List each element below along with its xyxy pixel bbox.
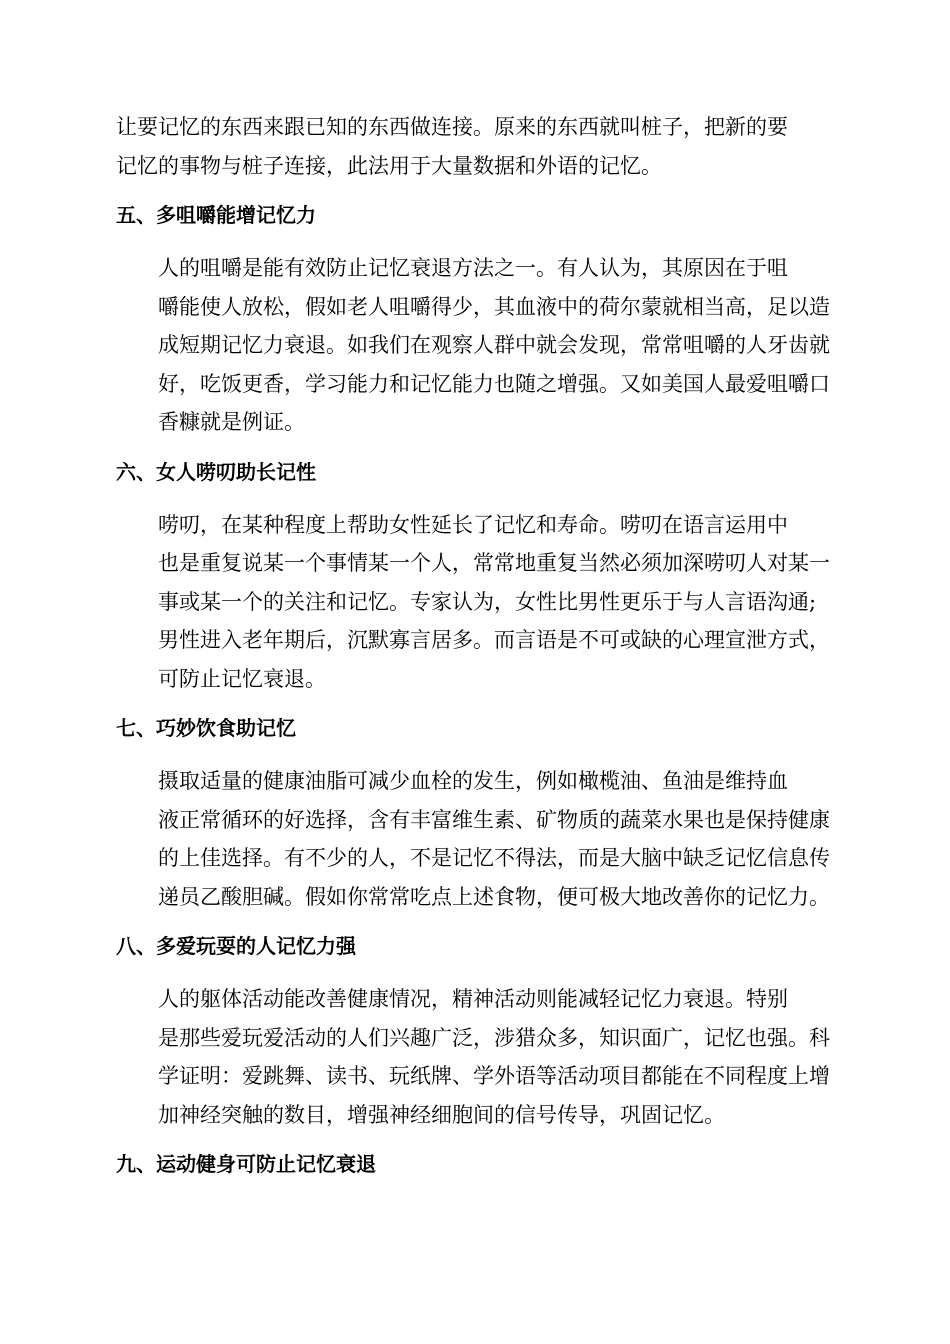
- section-heading-6: 六、女人唠叨助长记性: [116, 459, 316, 484]
- section-paragraph-5: [116, 249, 834, 442]
- text-line: 成短期记忆力衰退。如我们在观察人群中就会发现，常常咀嚼的人牙齿就: [158, 333, 830, 357]
- text-line: 让要记忆的东西来跟已知的东西做连接。原来的东西就叫桩子，把新的要: [116, 115, 788, 139]
- section-heading-9: 九、运动健身可防止记忆衰退: [116, 1152, 376, 1176]
- text-line: 学证明：爱跳舞、读书、玩纸牌、学外语等活动项目都能在不同程度上增: [158, 1064, 830, 1088]
- intro-paragraph: [116, 108, 834, 185]
- text-line: 香糠就是例证。: [158, 410, 305, 434]
- text-line: 人的躯体活动能改善健康情况，精神活动则能减轻记忆力衰退。特别: [158, 987, 788, 1011]
- text-line: 记忆的事物与桩子连接，此法用于大量数据和外语的记忆。: [116, 153, 662, 178]
- text-line: 男性进入老年期后，沉默寡言居多。而言语是不可或缺的心理宣泄方式，: [158, 628, 830, 652]
- section-paragraph-7: [116, 762, 834, 916]
- text-line: 是那些爱玩爱活动的人们兴趣广泛，涉猎众多，知识面广，记忆也强。科: [158, 1025, 830, 1050]
- text-line: 摄取适量的健康油脂可减少血栓的发生，例如橄榄油、鱼油是维持血: [158, 769, 788, 793]
- section-heading-5: 五、多咀嚼能增记忆力: [116, 203, 316, 227]
- text-line: 事或某一个的关注和记忆。专家认为，女性比男性更乐于与人言语沟通;: [158, 589, 817, 614]
- section-paragraph-6: [116, 506, 834, 699]
- text-line: 也是重复说某一个事情某一个人，常常地重复当然必须加深唠叨人对某一: [158, 551, 830, 575]
- text-line: 的上佳选择。有不少的人，不是记忆不得法，而是大脑中缺乏记忆信息传: [158, 846, 830, 870]
- text-line: 递员乙酸胆碱。假如你常常吃点上述食物，便可极大地改善你的记忆力。: [158, 884, 830, 909]
- text-line: 液正常循环的好选择，含有丰富维生素、矿物质的蔬菜水果也是保持健康: [158, 807, 830, 832]
- text-line: 嚼能使人放松，假如老人咀嚼得少，其血液中的荷尔蒙就相当高，足以造: [158, 294, 830, 319]
- text-line: 唠叨，在某种程度上帮助女性延长了记忆和寿命。唠叨在语言运用中: [158, 512, 788, 537]
- text-line: 加神经突触的数目，增强神经细胞间的信号传导，巩固记忆。: [158, 1102, 725, 1127]
- document-page: [116, 108, 834, 1198]
- section-paragraph-8: [116, 980, 834, 1134]
- text-line: 可防止记忆衰退。: [158, 666, 326, 691]
- text-line: 人的咀嚼是能有效防止记忆衰退方法之一。有人认为，其原因在于咀: [158, 256, 788, 280]
- text-line: 好，吃饭更香，学习能力和记忆能力也随之增强。又如美国人最爱咀嚼口: [158, 371, 830, 396]
- section-heading-8: 八、多爱玩耍的人记忆力强: [116, 934, 356, 958]
- section-heading-7: 七、巧妙饮食助记忆: [116, 716, 296, 740]
